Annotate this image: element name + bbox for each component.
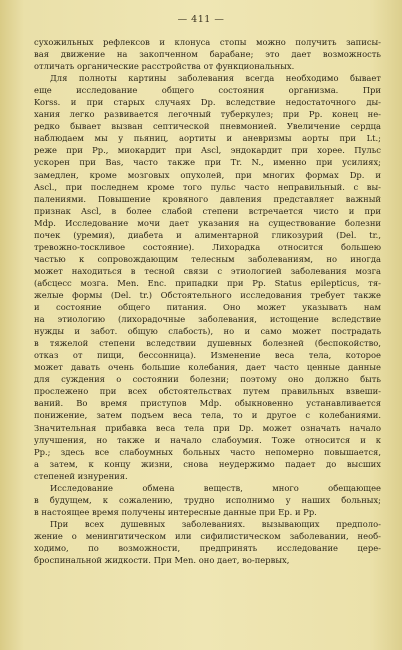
text-line: а затем, к концу жизни, снова неудержимо падает до высших [34, 458, 381, 469]
paragraph [34, 482, 381, 518]
text-line: При всех душевных заболеваниях. вызывающих предполо- [50, 518, 381, 529]
body-text [34, 36, 381, 566]
text-line: ваний. Во время приступов Mdp. обыкновенно устанавливается [34, 398, 381, 409]
page-number: — 411 — [177, 14, 225, 25]
text-line: Korss. и при старых случаях Dp. вследствие недостаточного ды- [34, 97, 381, 108]
text-line: вая движение на закопченном барабане; это дает возможность [34, 49, 381, 60]
text-line: улучшения, но также и начало слабоумия. Тоже относится и к [34, 434, 381, 445]
text-line: понижение, затем подъем веса тела, то и другое с колебаниями. [34, 410, 381, 421]
text-line: Для полноты картины заболевания всегда необходимо бывает [50, 73, 381, 84]
text-line: хания легко развивается легочный туберкулез; при Pp. конец не- [34, 109, 381, 120]
text-line: сухожильных рефлексов и клонуса стопы можно получить записы- [34, 37, 381, 47]
text-line: жение о менингитическом или сифилистическом заболевании, необ- [34, 530, 381, 541]
text-line: желые формы (Del. tr.) Обстоятельного исследования требует также [34, 289, 381, 300]
text-line: Ascl., при последнем кроме того пульс часто неправильный. с вы- [34, 181, 381, 192]
text-line: почек (уремия), диабета и алиментарной гликозурий (Del. tr., [34, 229, 381, 240]
text-line: отличать органические расстройства от функциональных. [34, 61, 295, 72]
text-line: реже при Pp., миокардит при Ascl, эндокардит при хорее. Пульс [34, 145, 381, 156]
text-line: ускорен при Bas, часто также при Tr. N., именно при усилиях; [34, 157, 381, 168]
text-line: на этиологию (лихорадочные заболевания, истощение вследствие [34, 314, 381, 325]
text-line: в будущем, к сожалению, трудно исполнимо у наших больных; [34, 494, 381, 505]
text-line: степеней изнурения. [34, 470, 128, 481]
text-line: редко бывает вызван септической пневмонией. Увеличение сердца [34, 121, 381, 132]
text-line: частью к сопровождающим телесным заболеваниям, но иногда [34, 253, 381, 264]
text-line: в тяжелой степени вследствии душевных болезней (беспокойство, [34, 338, 381, 349]
text-line: может находиться в тесной связи с этиологией заболевания мозга [34, 265, 381, 276]
text-line: и состояние общего питания. Оно может указывать нам [34, 302, 381, 313]
paragraph [34, 36, 381, 72]
text-line: признак Ascl, в более слабой степени встречается чисто и при [34, 205, 381, 216]
text-line: Mdp. Исследование мочи дает указания на существование болезни [34, 217, 381, 228]
text-line: отказ от пищи, бессонница). Изменение веса тела, которое [34, 350, 381, 361]
text-line: (абсцесс мозга. Men. Enc. припадки при Pp. Status epilepticus, тя- [34, 277, 381, 288]
text-line: Исследование обмена веществ, много обещающее [50, 482, 381, 493]
text-line: в настоящее время получены интересные данные при Ep. и Pp. [34, 506, 317, 517]
text-line: броспинальной жидкости. При Men. оно дает, во-первых, [34, 555, 290, 566]
text-line: прослежено при всех обстоятельствах путем правильных взвеши- [34, 386, 381, 397]
text-line: для суждения о состоянии болезни; поэтому оно должно быть [34, 374, 381, 385]
text-line: замедлен, кроме мозговых опухолей, при многих формах Dp. и [34, 169, 381, 180]
text-line: тревожно-тоскливое состояние). Лихорадка относится большею [34, 241, 381, 252]
text-line: наблюдаем мы у пьяниц, аортиты и аневризмы аорты при Lt.; [34, 133, 381, 144]
paragraph [34, 518, 381, 566]
text-line: может давать очень большие колебания, дает часто ценные данные [34, 362, 381, 373]
text-line: палениями. Повышение кровяного давления представляет важный [34, 193, 381, 204]
text-line: еще исследование общего состояния организма. При [34, 85, 381, 96]
text-line: нужды и забот. общую слабость), но и само может пострадать [34, 326, 381, 337]
text-line: Значительная прибавка веса тела при Dp. может означать начало [34, 422, 381, 433]
text-line: Pp.; здесь все слабоумных больных часто непомерно повышается, [34, 446, 381, 457]
paragraph [34, 72, 381, 482]
text-line: ходимо, по возможности, предпринять исследование цере- [34, 542, 381, 553]
